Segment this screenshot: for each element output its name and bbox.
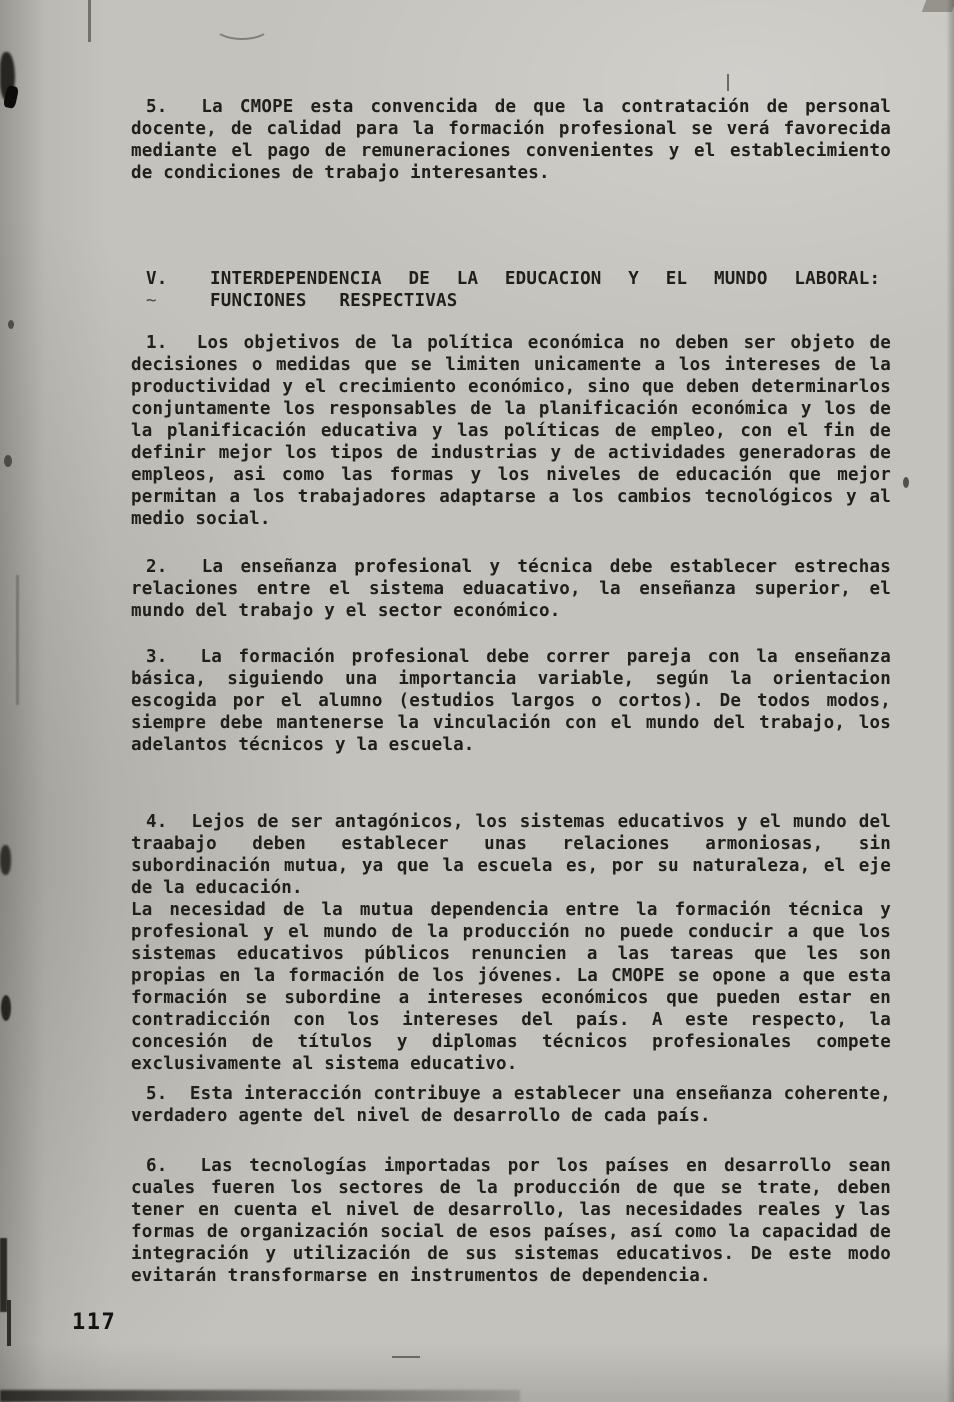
paragraph-5: 5. Esta interacción contribuye a establecer una enseñanza coherente, verdadero agente del nivel de desarrollo de cada país.: [131, 1084, 891, 1126]
document-body: [131, 96, 891, 1287]
scan-artifact-right-speck: [903, 477, 909, 488]
section-numeral: V.: [146, 269, 168, 289]
scan-artifact-right-edge-shade: [946, 0, 954, 1402]
margin-tilde-mark: ~: [146, 291, 157, 311]
scan-artifact-top-line: [88, 0, 91, 42]
paragraph-previous-section-5: 5. La CMOPE esta convencida de que la contratación de personal docente, de calidad para la formación profesional se verá favorecida mediante el pago de remuneraciones convenientes y el establecimiento de condiciones de trabajo interesantes.: [131, 97, 891, 183]
paragraph-2: 2. La enseñanza profesional y técnica debe establecer estrechas relaciones entre el sistema eduacativo, la enseñanza superior, el mundo del trabajo y el sector económico.: [131, 557, 891, 621]
scan-artifact-margin-mark: [3, 85, 19, 109]
section-heading-line2: [146, 290, 891, 312]
scan-artifact-scratch: [16, 575, 19, 705]
scan-artifact-ink-blob-mid: [0, 845, 11, 875]
scan-artifact-binding-bar: [0, 1238, 7, 1312]
scan-artifact-pen-curve: [214, 14, 270, 40]
page-number: 117: [72, 1310, 117, 1335]
paragraph-4-part-2: La necesidad de la mutua dependencia entre la formación técnica y profesional y el mundo de la producción no puede conducir a que los sistemas educativos públicos renuncien a las tareas que les son propias en la formación de los jóvenes. La CMOPE se opone a que esta formación se subordine a intereses económicos que pueden estar en contradicción con los intereses del país. A este respecto, la concesión de títulos y diplomas técnicos profesionales compete exclusivamente al sistema educativo.: [131, 900, 891, 1074]
scan-artifact-ink-blob-top: [0, 52, 15, 100]
section-heading-line1: [146, 268, 891, 290]
section-title: INTERDEPENDENCIA DE LA EDUCACION Y EL MUNDO LABORAL:: [210, 269, 881, 289]
paragraph-4-part-1: 4. Lejos de ser antagónicos, los sistemas educativos y el mundo del traabajo deben establecer unas relaciones armoniosas, sin subordinación mutua, ya que la escuela es, por su naturaleza, el eje de la educación.: [131, 812, 891, 898]
scan-artifact-corner-fold: [922, 0, 954, 12]
paragraph-6: 6. Las tecnologías importadas por los países en desarrollo sean cuales fueren los sectores de la producción de que se trate, deben tener en cuenta el nivel de desarrollo, las necesidades reales y las formas de organización social de esos países, así como la capacidad de integración y utilización de sus sistemas educativos. De este modo evitarán transformarse en instrumentos de dependencia.: [131, 1156, 891, 1286]
paragraph-1: 1. Los objetivos de la política económica no deben ser objeto de decisiones o medidas que se limiten unicamente a los intereses de la productividad y el crecimiento económico, sino que deben determinarlos conjuntamente los responsables de la planificación económica y los de la planificación educativa y las políticas de empleo, con el fin de definir mejor los tipos de industrias y de actividades generadoras de empleos, asi como las formas y los niveles de educación que mejor permitan a los trabajadores adaptarse a los cambios tecnológicos y al medio social.: [131, 333, 891, 529]
section-subtitle: FUNCIONES RESPECTIVAS: [210, 291, 458, 311]
section-heading: [131, 268, 891, 312]
paragraph-3: 3. La formación profesional debe correr pareja con la enseñanza básica, siguiendo una importancia variable, según la orientacion escogida por el alumno (estudios largos o cortos). De todos modos, siempre debe mantenerse la vinculación con el mundo del trabajo, los adelantos técnicos y la escuela.: [131, 647, 891, 755]
scan-artifact-tick: [727, 74, 729, 91]
scan-artifact-bottom-shadow: [0, 1390, 520, 1402]
scan-artifact-dot-1: [8, 320, 14, 329]
scan-artifact-dot-2: [4, 455, 12, 467]
scan-artifact-center-dash: [392, 1356, 420, 1358]
scan-artifact-ink-blob-lower: [1, 995, 11, 1021]
scan-artifact-binding-bar-2: [7, 1300, 11, 1346]
